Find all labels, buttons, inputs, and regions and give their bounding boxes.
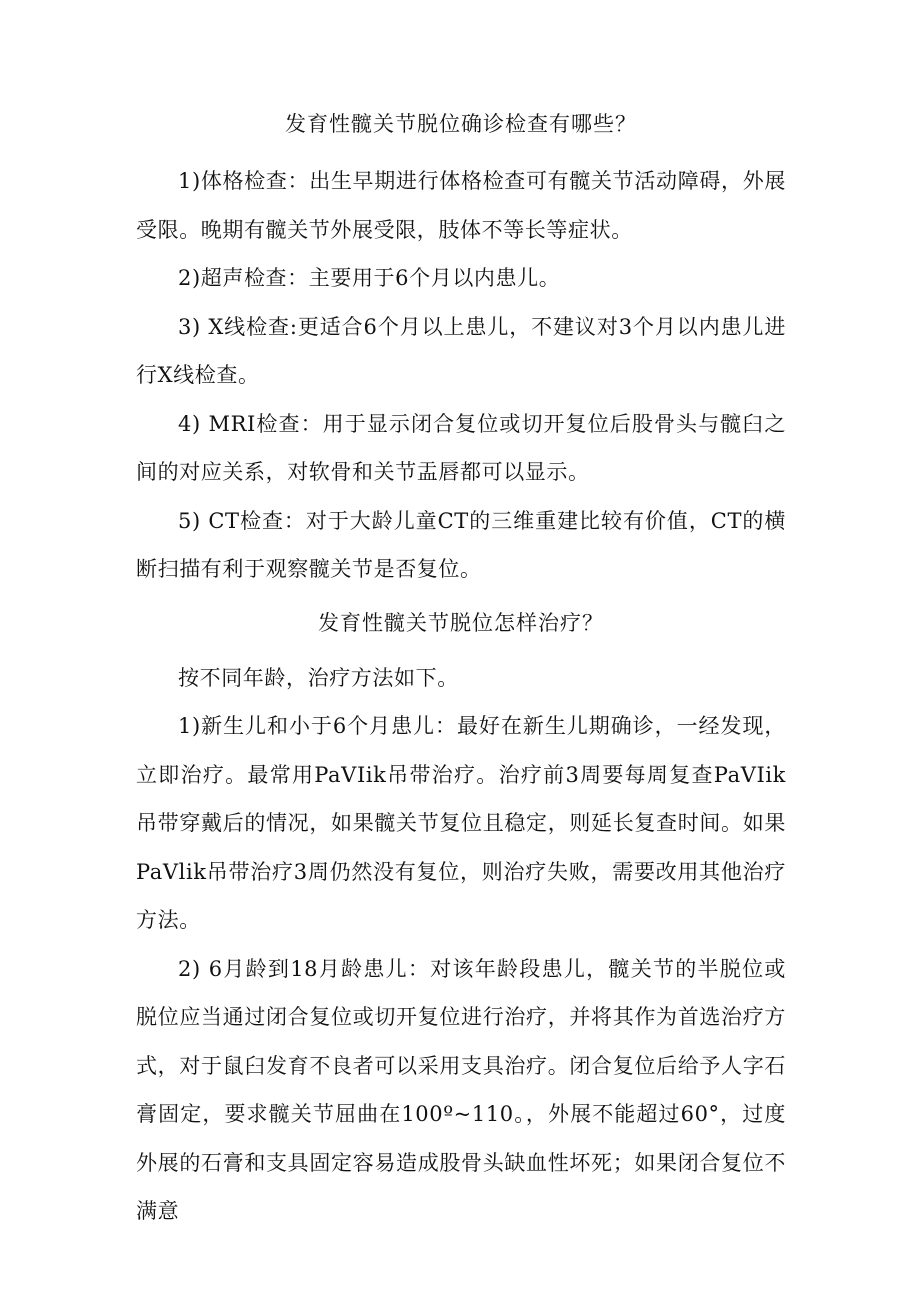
paragraph-ct: 5) CT检查：对于大龄儿童CT的三维重建比较有价值，CT的横断扫描有利于观察髋关节是否复位。 [136,508,786,581]
paragraph-physical-exam: 1)体格检查：出生早期进行体格检查可有髋关节活动障碍，外展受限。晚期有髋关节外展受限，肢体不等长等症状。 [136,169,786,242]
paragraph-treatment-intro: 按不同年龄，治疗方法如下。 [178,665,459,690]
document-content [136,112,786,1236]
paragraph-6-18-month-treatment: 2) 6月龄到18月龄患儿：对该年龄段患儿，髋关节的半脱位或脱位应当通过闭合复位或切开复位进行治疗，并将其作为首选治疗方式，对于鼠臼发育不良者可以采用支具治疗。闭合复位后给予人字石膏固定，要求髋关节屈曲在100º~110。，外展不能超过60°，过度外展的石膏和支具固定容易造成股骨头缺血性坏死；如果闭合复位不满意 [136,956,786,1223]
paragraph-xray: 3) X线检查:更适合6个月以上患儿，不建议对3个月以内患儿进行X线检查。 [136,314,786,387]
paragraph-newborn-treatment: 1)新生儿和小于6个月患儿：最好在新生儿期确诊，一经发现，立即治疗。最常用PaVIik吊带治疗。治疗前3周要每周复查PaVIik吊带穿戴后的情况，如果髋关节复位且稳定，则延长复查时间。如果PaVlik吊带治疗3周仍然没有复位，则治疗失败，需要改用其他治疗方法。 [136,714,786,932]
section-heading-diagnosis: 发育性髋关节脱位确诊检查有哪些？ [285,112,637,136]
paragraph-ultrasound: 2)超声检查：主要用于6个月以内患儿。 [178,266,561,290]
section-heading-treatment: 发育性髋关节脱位怎样治疗？ [318,610,604,635]
paragraph-mri: 4) MRI检查：用于显示闭合复位或切开复位后股骨头与髋臼之间的对应关系，对软骨和关节盂唇都可以显示。 [136,411,786,484]
